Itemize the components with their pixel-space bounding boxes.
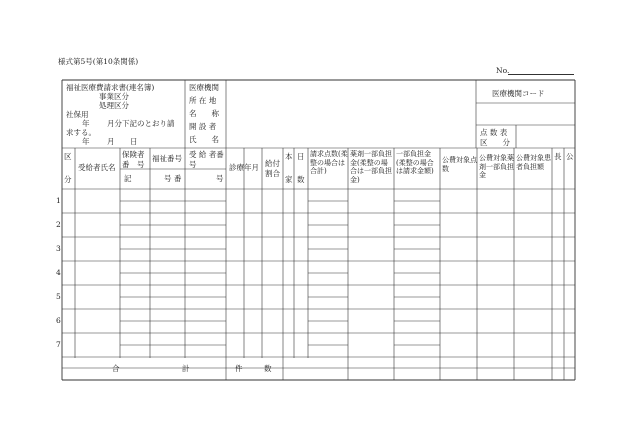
insurance-label: 社保用	[66, 110, 89, 119]
row-number: 4	[56, 268, 61, 277]
request-year: 年	[82, 119, 90, 128]
col-claim-points: 請求点数(柔整の場合は合計)	[310, 150, 348, 176]
date-day: 日	[130, 137, 138, 146]
number-label: No.	[496, 66, 510, 75]
row-number: 1	[56, 196, 61, 205]
col-recipient-name: 受給者氏名	[78, 163, 116, 172]
person-label: 氏 名	[189, 135, 219, 144]
col-cho: 長	[554, 152, 562, 161]
date-month: 月	[107, 137, 115, 146]
total-label-b: 計	[182, 364, 190, 373]
date-year: 年	[82, 137, 90, 146]
total-label-a: 合	[112, 364, 120, 373]
points-class-label: 区 分	[480, 138, 510, 147]
number-field[interactable]	[508, 74, 574, 75]
col-ban: 番	[174, 174, 182, 183]
col-kazu: 数	[297, 175, 305, 184]
col-gou1: 号	[164, 174, 172, 183]
count-label-b: 数	[264, 364, 272, 373]
col-welfare-no: 福祉番号	[152, 154, 182, 163]
row-number: 6	[56, 316, 61, 325]
count-label-a: 件	[235, 364, 243, 373]
founder-label: 開 設 者	[189, 122, 217, 131]
col-hon: 本	[285, 152, 293, 161]
col-treatment-ym: 診療年月	[229, 163, 259, 172]
location-label: 所 在 地	[189, 96, 217, 105]
row-number: 5	[56, 292, 61, 301]
col-recipient-no: 受 給 者番 号	[189, 150, 239, 169]
col-bun: 分	[64, 175, 72, 184]
col-public-patient-copay: 公費対象患者負担額	[516, 154, 551, 171]
col-gou2: 号	[216, 174, 224, 183]
claim-title: 福祉医療費請求書(連名簿)	[66, 83, 155, 92]
col-ie: 家	[285, 175, 293, 184]
request-text-2: 求する。	[66, 128, 96, 137]
col-ku: 区	[64, 152, 72, 161]
name-label: 名 称	[189, 109, 219, 118]
request-text: 月分下記のとおり請	[107, 119, 175, 128]
processing-class-label: 処理区分	[99, 101, 129, 110]
col-partial-copay: 一部負担金(柔整の場合は請求金額)	[396, 150, 434, 176]
institution-code-label: 医療機関コード	[492, 89, 545, 98]
points-table-label: 点 数 表	[480, 128, 508, 137]
col-ki: 記	[124, 174, 132, 183]
col-benefit-ratio: 給付割合	[265, 159, 280, 178]
business-class-label: 事業区分	[99, 92, 129, 101]
row-number: 2	[56, 220, 61, 229]
col-public-points: 公費対象点数	[442, 156, 477, 173]
row-number: 3	[56, 244, 61, 253]
col-drug-copay: 薬剤一部負担金(柔整の場合は一部負担金)	[350, 150, 392, 184]
col-ko: 公	[566, 152, 574, 161]
col-hi: 日	[297, 152, 305, 161]
col-insurer-no: 保険者番 号	[122, 150, 145, 169]
row-number: 7	[56, 340, 61, 349]
form-title: 様式第5号(第10条関係)	[58, 57, 139, 66]
col-public-drug-copay: 公費対象薬剤一部負担金	[479, 154, 514, 180]
institution-label: 医療機関	[189, 83, 219, 92]
